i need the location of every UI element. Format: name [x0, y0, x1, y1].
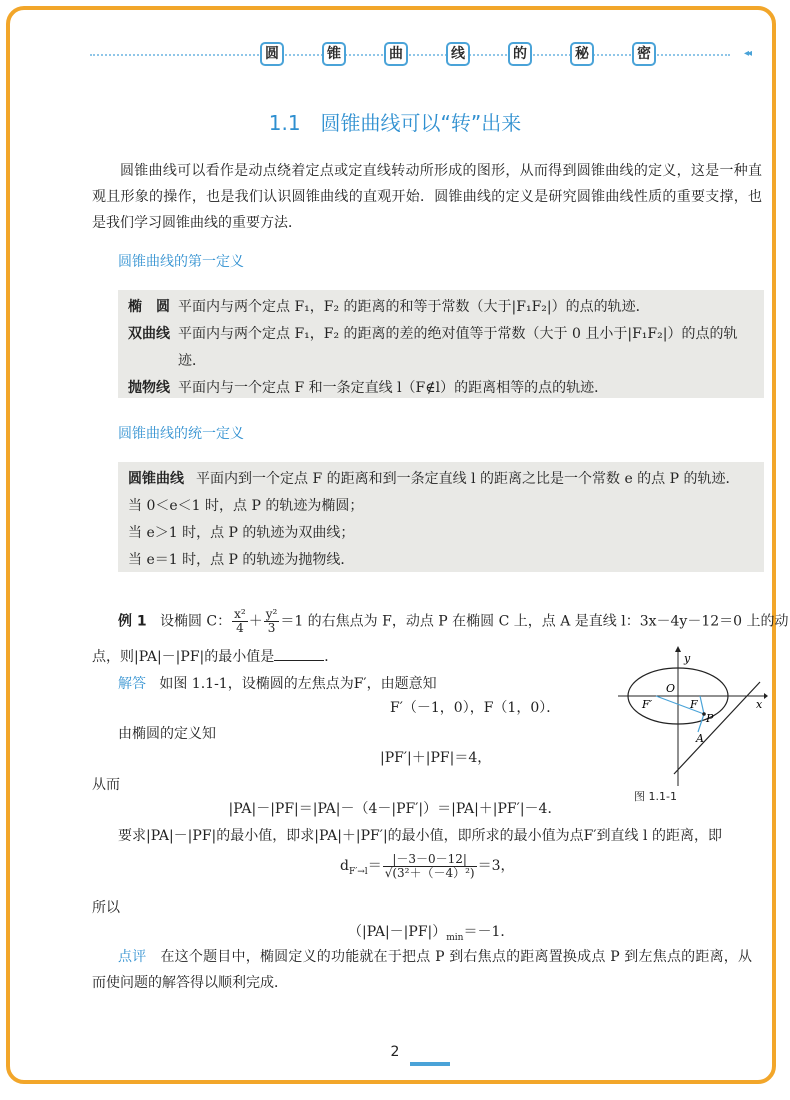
definition-text: 平面内与两个定点 F₁，F₂ 的距离的差的绝对值等于常数（大于 0 且小于|F₁F₂|）的点的轨迹． [178, 326, 738, 369]
example-line-2: 点，则|PA|－|PF|的最小值是 ． [92, 649, 339, 665]
example-line-1: 例 1 设椭圆 C： $\frac{\text{x²}}{4}$ ＋ $\frac{\text{y²}}{3}$ ＝1 的右焦点为 F，动点 P 在椭圆 C 上，点 A 是直线 l：3x－4y－12＝0 上的动 [118, 607, 789, 635]
unified-definition-heading: 圆锥曲线的统一定义 [118, 426, 244, 442]
definition-term: 抛物线 [128, 380, 170, 396]
first-definition-box [118, 290, 764, 398]
segment-pa [698, 714, 704, 732]
unified-case: 当 0＜e＜1 时，点 P 的轨迹为椭圆； [128, 498, 364, 514]
fraction: $\frac{\text{x²}}{4}$ [234, 607, 246, 635]
unified-case: 当 e＝1 时，点 P 的轨迹为抛物线． [128, 552, 355, 568]
header-char: 秘 [570, 42, 594, 66]
solution-label: 解答 [118, 676, 146, 692]
fraction: $\frac{\text{y²}}{3}$ [265, 607, 278, 635]
header-char: 圆 [260, 42, 284, 66]
header-char: 曲 [384, 42, 408, 66]
definition-hyperbola [128, 321, 754, 375]
label-y: y [684, 652, 691, 665]
header-arrows-icon: ◂◂ [743, 48, 750, 59]
example-text: ＝1 的右焦点为 F，动点 P 在椭圆 C 上，点 A 是直线 l：3x－4y－12＝0 上的动 [280, 613, 789, 630]
example-label: 例 1 [118, 613, 147, 630]
label-f: F [690, 698, 698, 711]
example-text: 设椭圆 C： [159, 613, 232, 630]
solution-line-5: 所以 [92, 900, 120, 916]
fraction: $\frac{|-3-0-12|}{\text{√(3²＋（－4）²)}}$ [384, 851, 475, 880]
unified-case: 当 e＞1 时，点 P 的轨迹为双曲线； [128, 525, 355, 541]
page-number-underline [410, 1062, 450, 1066]
unified-definition-box [118, 462, 764, 572]
header-char: 线 [446, 42, 470, 66]
solution-line-3: 从而 [92, 777, 120, 793]
comment-paragraph [92, 944, 752, 996]
unified-definition-statement [128, 466, 754, 493]
equation-result: $(|PA|-|PF|)_{min}=-1$． [348, 924, 515, 943]
solution-line-1: 解答 如图 1.1-1，设椭圆的左焦点为F′，由题意知 [118, 676, 437, 692]
comment-label: 点评 [118, 949, 147, 965]
comment-text: 在这个题目中，椭圆定义的功能就在于把点 P 到右焦点的距离置换成点 P 到左焦点的距离，从而使问题的解答得以顺利完成． [92, 949, 753, 991]
definition-term: 圆锥曲线 [128, 471, 184, 487]
header-char: 密 [632, 42, 656, 66]
equation-definition: |PF′|＋|PF|＝4， [380, 750, 492, 766]
label-f1: F′ [642, 698, 653, 711]
header-char: 锥 [322, 42, 346, 66]
label-a: A [696, 732, 704, 745]
page-number: 2 [390, 1044, 400, 1060]
definition-parabola [128, 375, 754, 402]
definition-text: 平面内与两个定点 F₁，F₂ 的距离的和等于常数（大于|F₁F₂|）的点的轨迹． [178, 299, 650, 315]
equation-distance: $d_{F'\to l}=$ $\frac{|-3-0-12|}{\text{√(3²＋（－4）²)}}$ ＝3， [340, 851, 515, 880]
definition-term: 双曲线 [128, 326, 170, 342]
equation-transform: |PA|－|PF|＝|PA|－（4－|PF′|）＝|PA|＋|PF′|－4． [228, 801, 562, 817]
definition-term: 椭 圆 [128, 299, 170, 315]
solution-line-2: 由椭圆的定义知 [118, 726, 216, 742]
label-o: O [666, 682, 676, 695]
segment-pf [700, 696, 704, 714]
intro-paragraph: 圆锥曲线可以看作是动点绕着定点或定直线转动所形成的图形，从而得到圆锥曲线的定义，这是一种直观且形象的操作，也是我们认识圆锥曲线的直观开始．圆锥曲线的定义是研究圆锥曲线性质的重要支撑，也是我们学习圆锥曲线的重要方法． [92, 163, 762, 231]
solution-line-4: 要求|PA|－|PF|的最小值，即求|PA|＋|PF′|的最小值，即所求的最小值为点F′到直线 l 的距离，即 [118, 828, 722, 844]
first-definition-heading: 圆锥曲线的第一定义 [118, 254, 244, 270]
x-axis-arrow-icon [764, 693, 768, 699]
answer-blank[interactable] [274, 660, 324, 661]
label-p: P [706, 712, 714, 725]
y-axis-arrow-icon [675, 646, 681, 652]
definition-text: 平面内到一个定点 F 的距离和到一条定直线 l 的距离之比是一个常数 e 的点 P 的轨迹． [196, 471, 740, 487]
figure-caption: 图 1.1-1 [634, 790, 677, 803]
header-title [260, 42, 656, 66]
definition-text: 平面内与一个定点 F 和一条定直线 l（F∉l）的距离相等的点的轨迹． [178, 380, 609, 396]
definition-ellipse [128, 294, 754, 321]
section-title: 1.1 圆锥曲线可以“转”出来 [268, 111, 522, 135]
running-header [90, 42, 750, 68]
equation-foci: F′（－1，0），F（1，0）． [390, 700, 561, 716]
header-char: 的 [508, 42, 532, 66]
label-x: x [756, 698, 763, 711]
ellipse-figure [618, 646, 768, 786]
